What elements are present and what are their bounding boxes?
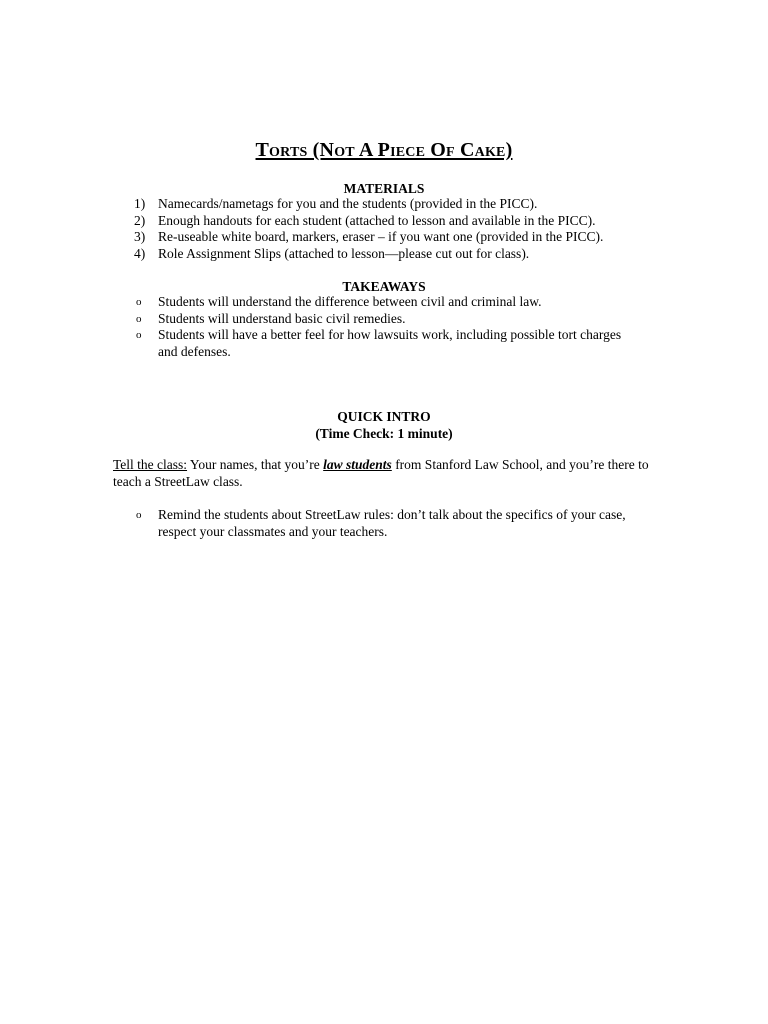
item-number: 2) bbox=[134, 212, 146, 228]
reminder-list bbox=[134, 507, 654, 540]
item-number: 1) bbox=[134, 196, 146, 211]
tell-label: Tell the class: bbox=[113, 457, 188, 472]
bullet-icon: o bbox=[136, 509, 142, 521]
bullet-icon: o bbox=[136, 329, 142, 341]
bullet-icon: o bbox=[136, 312, 142, 325]
takeaways-list bbox=[134, 294, 634, 360]
materials-heading: MATERIALS bbox=[343, 181, 425, 196]
materials-item bbox=[134, 246, 674, 263]
item-text: Remind the students about StreetLaw rules: don’t talk about the specifics of your case, respect your classmates and your teachers. bbox=[158, 507, 626, 539]
time-check: (Time Check: 1 minute) bbox=[315, 426, 453, 441]
takeaways-item bbox=[134, 311, 634, 328]
item-text: Role Assignment Slips (attached to lesson—please cut out for class). bbox=[158, 245, 530, 261]
tell-emphasis: law students bbox=[323, 457, 392, 472]
item-text: Students will have a better feel for how lawsuits work, including possible tort charges and defenses. bbox=[158, 327, 622, 359]
takeaways-item bbox=[134, 327, 634, 360]
takeaways-item bbox=[134, 294, 634, 311]
materials-item bbox=[134, 229, 674, 246]
item-text: Enough handouts for each student (attached to lesson and available in the PICC). bbox=[158, 212, 596, 228]
item-text: Students will understand the difference between civil and criminal law. bbox=[158, 294, 542, 309]
item-text: Re-useable white board, markers, eraser – if you want one (provided in the PICC). bbox=[158, 229, 604, 244]
bullet-icon: o bbox=[136, 296, 142, 308]
tell-before: Your names, that you’re bbox=[187, 457, 324, 472]
takeaways-heading: TAKEAWAYS bbox=[342, 279, 426, 294]
quick-intro-heading: QUICK INTRO bbox=[337, 409, 431, 424]
item-number: 3) bbox=[134, 229, 146, 244]
document-title: Torts (Not A Piece Of Cake) bbox=[255, 139, 513, 161]
tell-after: from Stanford Law School, and you’re there to teach a StreetLaw class. bbox=[113, 457, 649, 489]
reminder-item bbox=[134, 507, 654, 540]
item-number: 4) bbox=[134, 245, 146, 261]
materials-item bbox=[134, 213, 674, 230]
tell-class-paragraph bbox=[113, 457, 653, 490]
materials-item bbox=[134, 196, 674, 213]
item-text: Namecards/nametags for you and the students (provided in the PICC). bbox=[158, 196, 538, 211]
materials-list bbox=[134, 196, 674, 262]
item-text: Students will understand basic civil remedies. bbox=[158, 310, 406, 326]
